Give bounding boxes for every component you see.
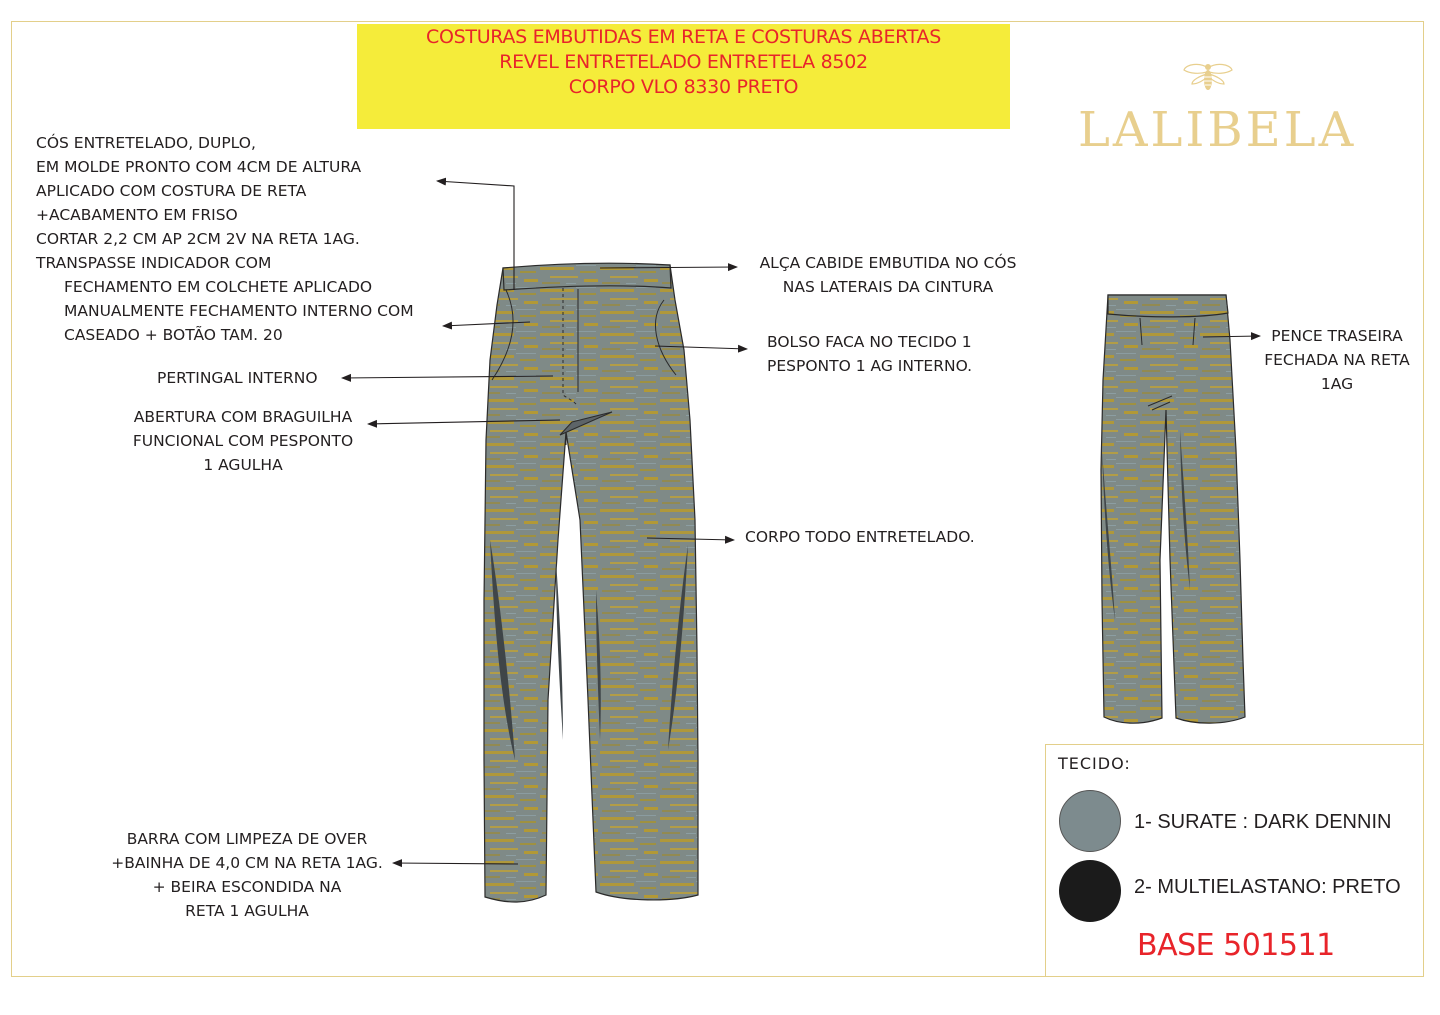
note-fechamento <box>64 275 414 347</box>
note-barra <box>74 827 420 923</box>
note-bolso-line: BOLSO FACA NO TECIDO 1 <box>767 333 972 351</box>
note-bolso-line: PESPONTO 1 AG INTERNO. <box>767 357 973 375</box>
note-abertura <box>116 405 370 477</box>
note-cos-line: TRANSPASSE INDICADOR COM <box>36 254 272 272</box>
note-barra-line: + BEIRA ESCONDIDA NA <box>152 878 342 896</box>
note-cos <box>36 131 361 275</box>
brand-logo: LALIBELA <box>1078 102 1357 158</box>
note-abertura-line: 1 AGULHA <box>203 456 283 474</box>
note-fechamento-line: CASEADO + BOTÃO TAM. 20 <box>64 326 283 344</box>
legend-item-2: 2- MULTIELASTANO: PRETO <box>1134 876 1401 898</box>
note-fechamento-line: FECHAMENTO EM COLCHETE APLICADO <box>64 278 373 296</box>
note-alca <box>740 251 1036 299</box>
note-cos-line: +ACABAMENTO EM FRISO <box>36 206 238 224</box>
note-pertingal: PERTINGAL INTERNO <box>157 369 318 387</box>
note-alca-line: ALÇA CABIDE EMBUTIDA NO CÓS <box>759 254 1017 272</box>
note-cos-line: APLICADO COM COSTURA DE RETA <box>36 182 307 200</box>
note-abertura-line: ABERTURA COM BRAGUILHA <box>133 408 353 426</box>
fabric-swatch-2 <box>1059 860 1121 922</box>
fabric-swatch-1 <box>1059 790 1121 852</box>
note-barra-line: BARRA COM LIMPEZA DE OVER <box>126 830 368 848</box>
note-cos-line: EM MOLDE PRONTO COM 4CM DE ALTURA <box>36 158 362 176</box>
back-trousers <box>1101 295 1245 723</box>
note-barra-line: RETA 1 AGULHA <box>185 902 309 920</box>
note-pence-line: 1AG <box>1320 375 1354 393</box>
note-fechamento-line: MANUALMENTE FECHAMENTO INTERNO COM <box>64 302 414 320</box>
base-code: BASE 501511 <box>1137 928 1335 963</box>
banner-line-1: COSTURAS EMBUTIDAS EM RETA E COSTURAS ABERTAS <box>426 26 941 48</box>
note-barra-line: +BAINHA DE 4,0 CM NA RETA 1AG. <box>111 854 383 872</box>
note-abertura-line: FUNCIONAL COM PESPONTO <box>132 432 354 450</box>
legend-title: TECIDO: <box>1058 754 1131 773</box>
note-corpo: CORPO TODO ENTRETELADO. <box>745 528 975 546</box>
note-bolso <box>767 330 972 378</box>
note-pence <box>1254 324 1420 396</box>
note-cos-line: CORTAR 2,2 CM AP 2CM 2V NA RETA 1AG. <box>36 230 360 248</box>
front-trousers <box>484 263 698 902</box>
note-pence-line: FECHADA NA RETA <box>1264 351 1410 369</box>
note-alca-line: NAS LATERAIS DA CINTURA <box>782 278 994 296</box>
note-pence-line: PENCE TRASEIRA <box>1271 327 1403 345</box>
banner-line-3: CORPO VLO 8330 PRETO <box>568 76 799 98</box>
banner-line-2: REVEL ENTRETELADO ENTRETELA 8502 <box>499 51 868 73</box>
note-cos-line: CÓS ENTRETELADO, DUPLO, <box>36 134 256 152</box>
legend-item-1: 1- SURATE : DARK DENNIN <box>1134 811 1392 833</box>
